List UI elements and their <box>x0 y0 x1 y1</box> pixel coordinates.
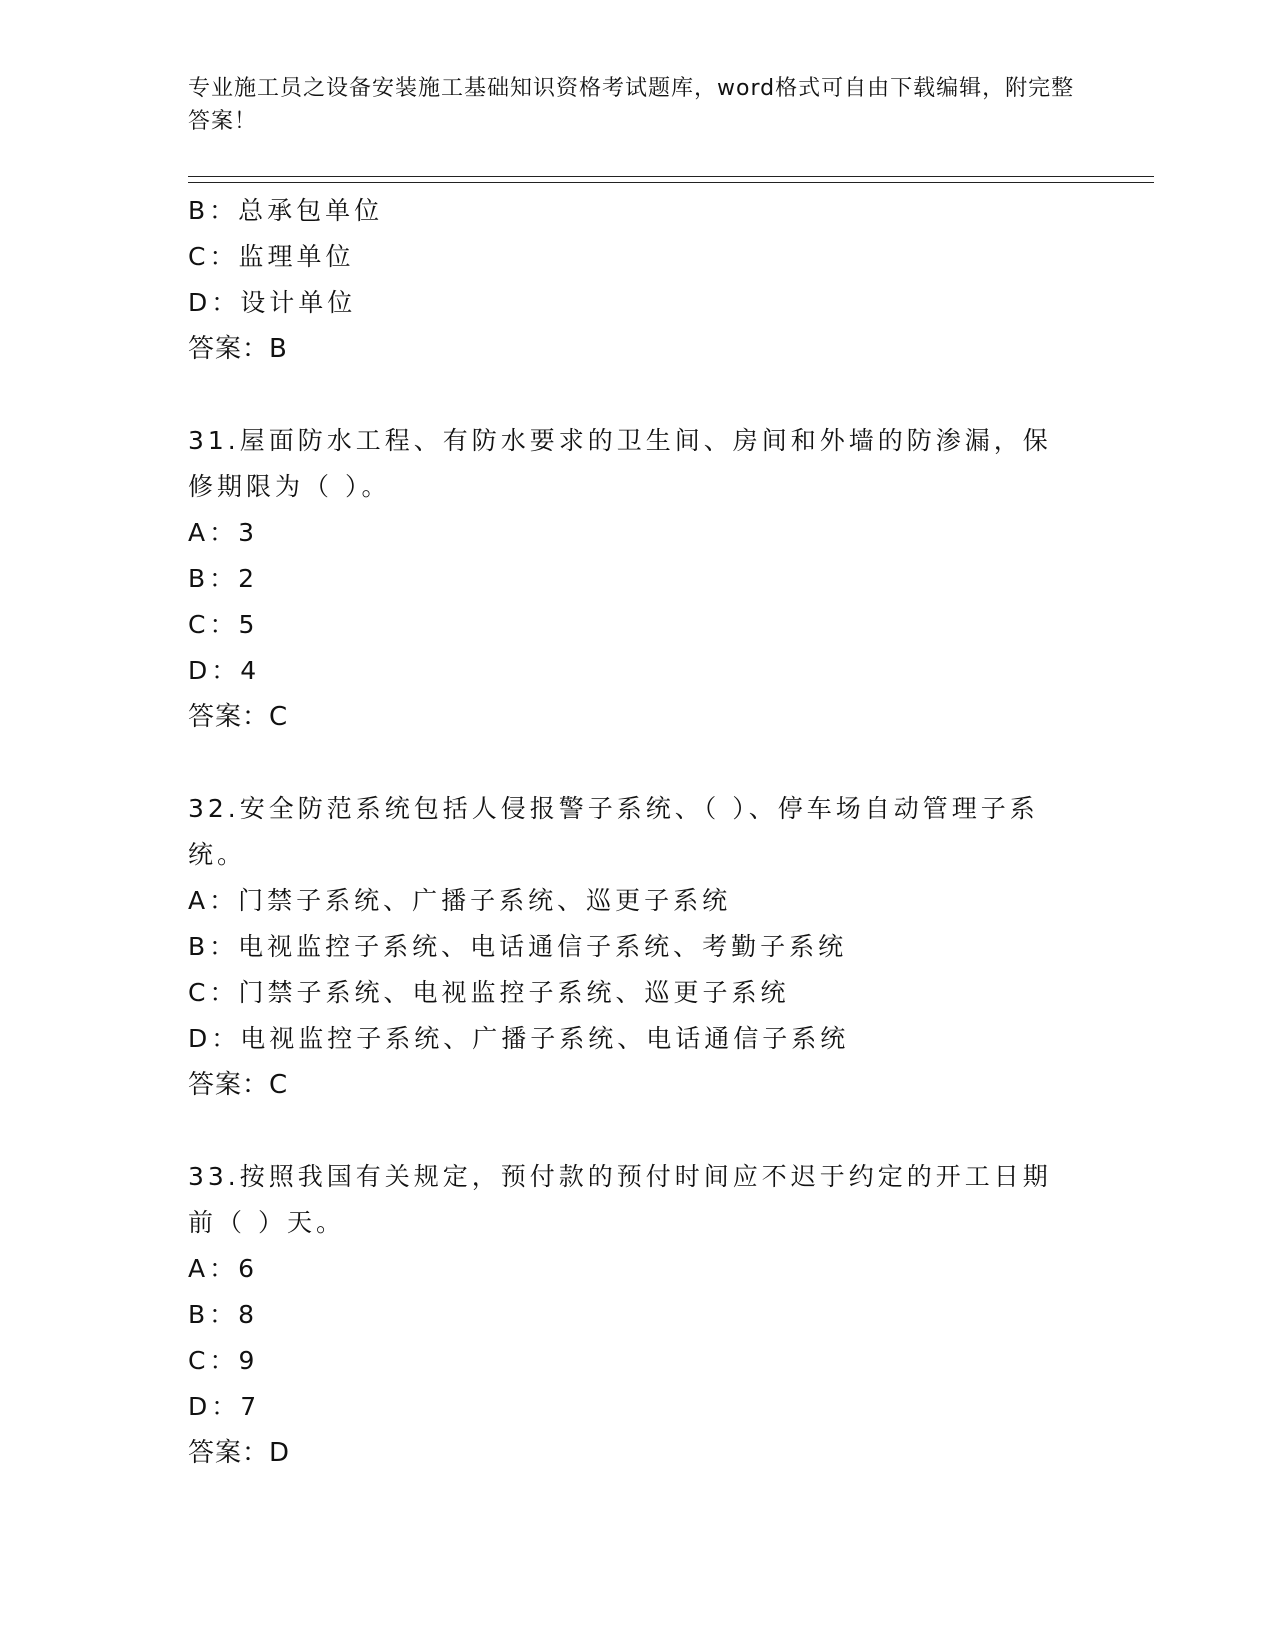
question-33 <box>188 1154 1088 1476</box>
answer-line: 答案：D <box>188 1438 291 1468</box>
option-d: D：设计单位 <box>188 288 357 317</box>
previous-question-tail <box>188 188 1088 372</box>
option-a: A：6 <box>188 1254 259 1283</box>
option-b: B：总承包单位 <box>188 196 384 225</box>
option-b: B：8 <box>188 1300 259 1329</box>
spacer <box>188 740 1088 786</box>
document-body <box>188 188 1088 1476</box>
spacer <box>188 1108 1088 1154</box>
header-divider-top <box>188 176 1154 177</box>
option-d: D：电视监控子系统、广播子系统、电话通信子系统 <box>188 1024 850 1053</box>
option-b: B：2 <box>188 564 259 593</box>
question-32 <box>188 786 1088 1108</box>
option-a: A：门禁子系统、广播子系统、巡更子系统 <box>188 886 732 915</box>
option-c: C：5 <box>188 610 259 639</box>
question-text: 33.按照我国有关规定，预付款的预付时间应不迟于约定的开工日期前（ ）天。 <box>188 1162 1052 1237</box>
answer-line: 答案：C <box>188 702 289 732</box>
option-d: D：4 <box>188 656 261 685</box>
question-text: 32.安全防范系统包括人侵报警子系统、（ ）、停车场自动管理子系统。 <box>188 794 1039 869</box>
answer-line: 答案：C <box>188 1070 289 1100</box>
option-a: A：3 <box>188 518 259 547</box>
option-c: C：9 <box>188 1346 259 1375</box>
answer-line: 答案：B <box>188 334 288 364</box>
option-d: D：7 <box>188 1392 261 1421</box>
option-c: C：门禁子系统、电视监控子系统、巡更子系统 <box>188 978 790 1007</box>
option-b: B：电视监控子系统、电话通信子系统、考勤子系统 <box>188 932 848 961</box>
document-header: 专业施工员之设备安装施工基础知识资格考试题库，word格式可自由下载编辑，附完整答案！ <box>188 76 1075 134</box>
option-c: C：监理单位 <box>188 242 355 271</box>
question-text: 31.屋面防水工程、有防水要求的卫生间、房间和外墙的防渗漏，保修期限为（ ）。 <box>188 426 1052 501</box>
spacer <box>188 372 1088 418</box>
header-divider-bottom <box>188 182 1154 183</box>
question-31 <box>188 418 1088 740</box>
